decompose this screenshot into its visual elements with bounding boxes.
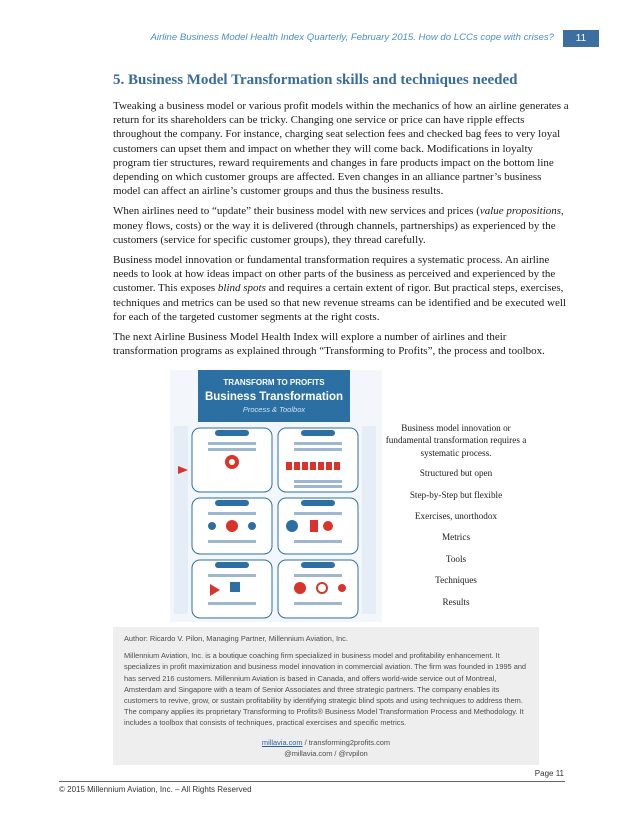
paragraph-3-italic: blind spots (217, 282, 266, 295)
millavia-link[interactable]: millavia.com (261, 737, 303, 747)
side-list-item: Tools (445, 553, 467, 564)
paragraph-2-text-b: , money flows, costs) or the way it is delivered (through channels, partnerships) as experienced by the customers (service for specific customer groups), they thread carefully. (113, 205, 564, 246)
paragraph-2 (113, 204, 569, 247)
side-list-item: Exercises, unorthodox (414, 511, 498, 522)
side-list (382, 422, 530, 617)
author-line: Author: Ricardo V. Pilon, Managing Partner, Millennium Aviation, Inc. (124, 634, 348, 643)
paragraph-3-text-a: Business model innovation or fundamental transformation requires a systematic process. An airline needs to look at how ideas impact on other parts of the business as perceived and experienced by the customer. This exposes (113, 254, 556, 295)
social-handles: @millavia.com / @rvpilon (284, 748, 368, 758)
paragraph-4: The next Airline Business Model Health Index will explore a number of airlines and their transformation programs as explained through “Transforming to Profits”, the process and toolbox. (113, 331, 545, 358)
side-list-item: Results (442, 596, 470, 607)
page-header (0, 30, 638, 50)
side-list-item: Structured but open (419, 468, 493, 479)
side-list-lead: Business model innovation or fundamental transformation requires a systematic process. (385, 423, 527, 458)
header-page-number: 11 (563, 30, 599, 47)
side-list-item: Metrics (441, 532, 471, 543)
page-number: Page 11 (534, 769, 564, 778)
paragraph-2-text-a: When airlines need to “update” their business model with new services and prices ( (113, 205, 480, 218)
main-content (113, 72, 569, 364)
author-box (113, 627, 539, 765)
header-title: Airline Business Model Health Index Quarterly, February 2015. How do LCCs cope with crises? (150, 32, 554, 43)
side-list-item: Step-by-Step but flexible (409, 489, 503, 500)
paragraph-1: Tweaking a business model or various profit models within the mechanics of how an airline generates a return for its shareholders can be tricky. Changing one service or price can have ripple effects throughout the company. For instance, charging seat selection fees and checked bag fees to very loyal customers can upset them and impact on whether they will come back. Modifications in loyalty program tier structures, reward requirements and changes in fare products impact on the bottom line depending on which customer groups are affected. Even changes in an alliance partner’s business model can affect an airline’s customer groups and thus the business results. (113, 100, 569, 198)
infographic-image (170, 370, 382, 622)
transforming-link-text: / transforming2profits.com (302, 737, 391, 747)
footer-rule (59, 781, 565, 782)
section-title: 5. Business Model Transformation skills and techniques needed (113, 72, 518, 88)
website-links (124, 737, 528, 748)
infographic-graphic (170, 370, 382, 622)
copyright: © 2015 Millennium Aviation, Inc. – All Rights Reserved (59, 785, 252, 794)
infographic-banner-sub: Process & Toolbox (242, 405, 306, 414)
infographic-banner-top: TRANSFORM TO PROFITS (223, 378, 325, 387)
figure-row (170, 370, 570, 622)
paragraph-3 (113, 253, 569, 324)
company-description: Millennium Aviation, Inc. is a boutique coaching firm specialized in business model and profitability enhancement. It specializes in profit maximization and business model innovation in commercial aviation. The firm was founded in 1995 and has served 216 customers. Millennium Aviation is based in Canada, and offers world-wide service out of Montreal, Amsterdam and Singapore with a team of Senior Associates and three strategic partners. The company enables its customers to revive, grow, or sustain profitability by identifying strategic blind spots and using techniques to address them. The company applies its proprietary Transforming to Profits® Business Model Transformation Process and Methodology. It includes a toolbox that consists of techniques, practical exercises and specific metrics. (124, 651, 527, 728)
side-list-item: Techniques (435, 575, 477, 586)
paragraph-3-text-b: and requires a certain extent of rigor. But practical steps, exercises, techniques and metrics can be used so that new revenue streams can be identified and be executed well for each of the targeted customer segments at the right costs. (113, 282, 566, 323)
paragraph-2-italic: value propositions (479, 205, 562, 218)
infographic-banner-main: Business Transformation (204, 391, 344, 403)
